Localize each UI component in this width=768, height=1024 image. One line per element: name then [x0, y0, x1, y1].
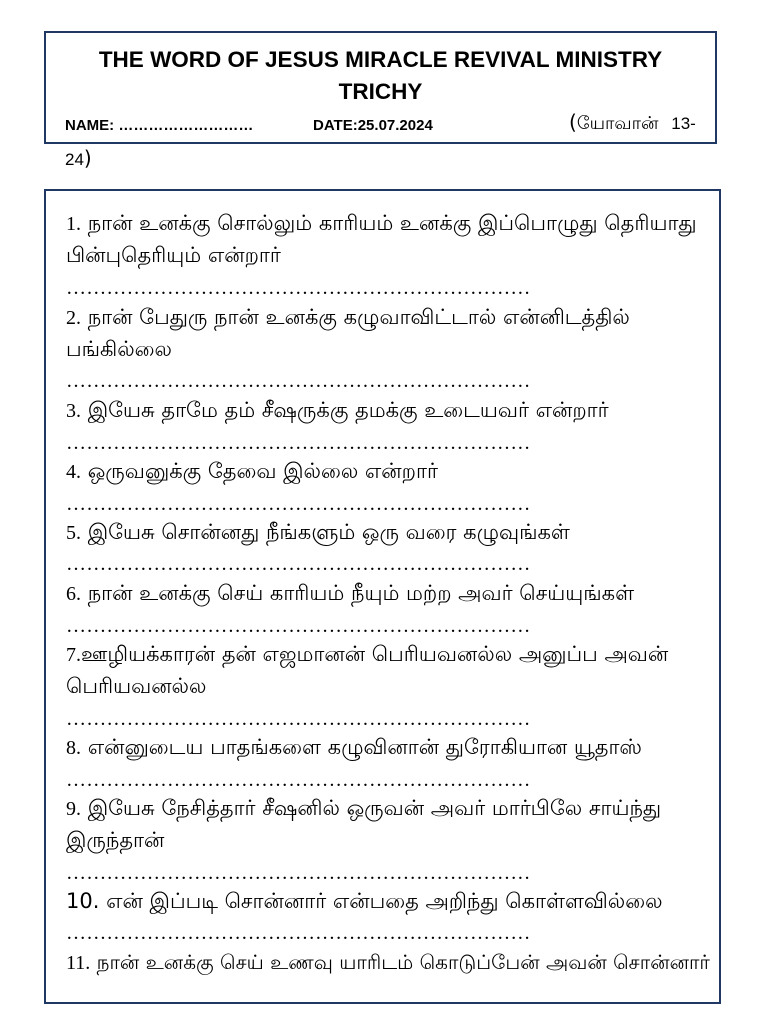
question-3: 3. இயேசு தாமே தம் சீஷருக்கு தமக்கு உடையவர் என்றார்	[66, 398, 609, 422]
question-9-line2: இருந்தான்	[66, 828, 165, 852]
question-6: 6. நான் உனக்கு செய் காரியம் நீயும் மற்ற அவர் செய்யுங்கள்	[66, 581, 635, 605]
question-7: 7.ஊழியக்காரன் தன் எஜமானன் பெரியவனல்ல அனுப்ப அவன்	[66, 642, 669, 666]
question-2: 2. நான் பேதுரு நான் உனக்கு கழுவாவிட்டால் என்னிடத்தில்	[66, 305, 630, 329]
questions-box	[44, 189, 721, 1004]
answer-line-7: ……………………………………………………………	[66, 708, 531, 730]
question-11: 11. நான் உனக்கு செய் உணவு யாரிடம் கொடுப்பேன் அவன் சொன்னார்	[66, 950, 710, 974]
verse-open-paren: (	[569, 110, 577, 134]
answer-line-8: ……………………………………………………………	[66, 769, 531, 791]
answer-line-9: ……………………………………………………………	[66, 862, 531, 884]
ministry-city: TRICHY	[338, 79, 423, 104]
verse-range-end: 24	[65, 150, 84, 169]
name-field-label: NAME: ………………………	[65, 117, 254, 134]
verse-reference	[569, 110, 696, 136]
question-7-line2: பெரியவனல்ல	[66, 674, 207, 698]
verse-reference-wrap	[65, 146, 92, 170]
question-4: 4. ஒருவனுக்கு தேவை இல்லை என்றார்	[66, 459, 438, 483]
answer-line-10: ……………………………………………………………	[66, 922, 531, 944]
verse-chapter: 13-	[671, 114, 696, 133]
question-5: 5. இயேசு சொன்னது நீங்களும் ஒரு வரை கழுவுங்கள்	[66, 520, 570, 544]
answer-line-3: ……………………………………………………………	[66, 432, 531, 454]
answer-line-4: ……………………………………………………………	[66, 493, 531, 515]
question-1-line2: பின்புதெரியும் என்றார்	[66, 243, 281, 267]
ministry-title: THE WORD OF JESUS MIRACLE REVIVAL MINISTRY	[98, 47, 663, 72]
verse-close-paren: )	[83, 146, 92, 170]
verse-book: யோவான்	[576, 113, 659, 134]
question-1: 1. நான் உனக்கு சொல்லும் காரியம் உனக்கு இப்பொழுது தெரியாது	[66, 211, 697, 235]
date-label: DATE:25.07.2024	[313, 117, 433, 134]
question-10: 10. என் இப்படி சொன்னார் என்பதை அறிந்து கொள்ளவில்லை	[66, 889, 663, 913]
question-8: 8. என்னுடைய பாதங்களை கழுவினான் துரோகியான யூதாஸ்	[66, 735, 642, 759]
answer-line-6: ……………………………………………………………	[66, 615, 531, 637]
answer-line-2: ……………………………………………………………	[66, 370, 531, 392]
answer-line-5: ……………………………………………………………	[66, 553, 531, 575]
question-9: 9. இயேசு நேசித்தார் சீஷனில் ஒருவன் அவர் மார்பிலே சாய்ந்து	[66, 796, 662, 820]
answer-line-1: ……………………………………………………………	[66, 277, 531, 299]
question-2-line2: பங்கில்லை	[66, 337, 172, 361]
